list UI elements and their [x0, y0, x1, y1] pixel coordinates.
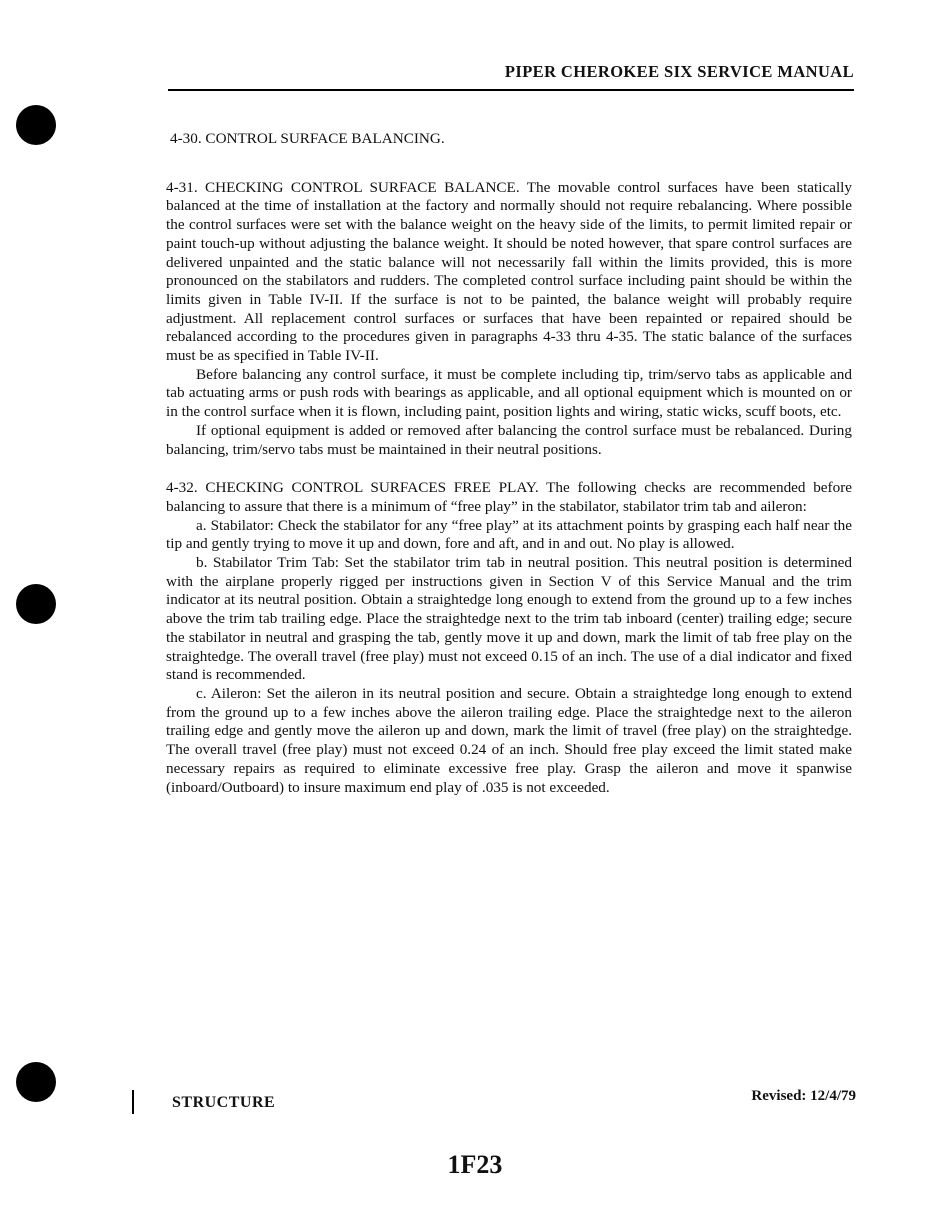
list-item-stabilator: a. Stabilator: Check the stabilator for any “free play” at its attachment points by grasping each half near the tip and gently trying to move it up and down, fore and aft, and in and out. No play is allowed.: [166, 516, 852, 553]
chapter-name: STRUCTURE: [172, 1094, 276, 1111]
list-item-stabilator-trim-tab: b. Stabilator Trim Tab: Set the stabilator trim tab in neutral position. This neutral position is determined with the airplane properly rigged per instructions given in Section V of this Service Manual and the trim indicator at its neutral position. Obtain a straightedge long enough to extend from the ground up to a few inches above the trim tab trailing edge. Place the straightedge next to the trim tab inboard (center) trailing edge; secure the stabilator in neutral and grasping the tab, gently move it up and down, mark the limit of tab free play on the straightedge. The overall travel (free play) must not exceed 0.15 of an inch. The use of a dial indicator and fixed stand is recommended.: [166, 554, 852, 684]
paragraph-optional-equipment: If optional equipment is added or removed after balancing the control surface must be rebalanced. During balancing, trim/servo tabs must be maintained in their neutral positions.: [166, 421, 852, 458]
list-item-aileron: c. Aileron: Set the aileron in its neutral position and secure. Obtain a straightedge long enough to extend from the ground up to a few inches above the aileron trailing edge. Place the straightedge next to the aileron trailing edge and gently move the aileron up and down, mark the limit of travel (free play) on the straightedge. The overall travel (free play) must not exceed 0.24 of an inch. Should free play exceed the limit stated make necessary repairs as required to eliminate excessive free play. Grasp the aileron and move it spanwise (inboard/Outboard) to insure maximum end play of .035 is not exceeded.: [166, 684, 852, 796]
manual-title: PIPER CHEROKEE SIX SERVICE MANUAL: [504, 62, 854, 81]
header-rule: [168, 89, 854, 91]
paragraph-4-31: [166, 179, 852, 366]
paragraph-4-32: 4-32. CHECKING CONTROL SURFACES FREE PLAY. The following checks are recommended before balancing to assure that there is a minimum of “free play” in the stabilator, stabilator trim tab and aileron:: [166, 479, 852, 515]
revision-bar: [132, 1090, 134, 1114]
binder-hole-top: [16, 105, 56, 145]
binder-hole-middle: [16, 584, 56, 624]
paragraph-before-balancing: Before balancing any control surface, it must be complete including tip, trim/servo tabs as applicable and tab actuating arms or push rods with bearings as applicable, and all optional equipment which is mounted on or in the control surface when it is flown, including paint, position lights and wiring, static wicks, scuff boots, etc.: [166, 365, 852, 421]
page-body: [166, 130, 852, 797]
paragraph-4-31-heading: 4-31. CHECKING CONTROL SURFACE BALANCE.: [166, 178, 520, 196]
revision-date: Revised: 12/4/79: [751, 1088, 856, 1104]
paragraph-4-31-text: The movable control surfaces have been statically balanced at the time of installation at the factory and normally should not require rebalancing. Where possible the control surfaces were set with the balance weight on the heavy side of the limits, to permit limited repair or paint touch-up without adjusting the balance weight. It should be noted however, that spare control surfaces are delivered unpainted and the static balance will not necessarily fall within the limits provided, this is more pronounced on the stabilators and rudders. The completed control surface including paint should be within the limits given in Table IV-II. If the surface is not to be painted, the balance weight will probably require adjustment. All replacement control surfaces or surfaces that have been repainted or repaired should be rebalanced according to the procedures given in paragraphs 4-33 thru 4-35. The static balance of the surfaces must be as specified in Table IV-II.: [166, 178, 852, 365]
section-heading: 4-30. CONTROL SURFACE BALANCING.: [170, 130, 445, 147]
binder-hole-bottom: [16, 1062, 56, 1102]
page-code: 1F23: [447, 1150, 503, 1179]
